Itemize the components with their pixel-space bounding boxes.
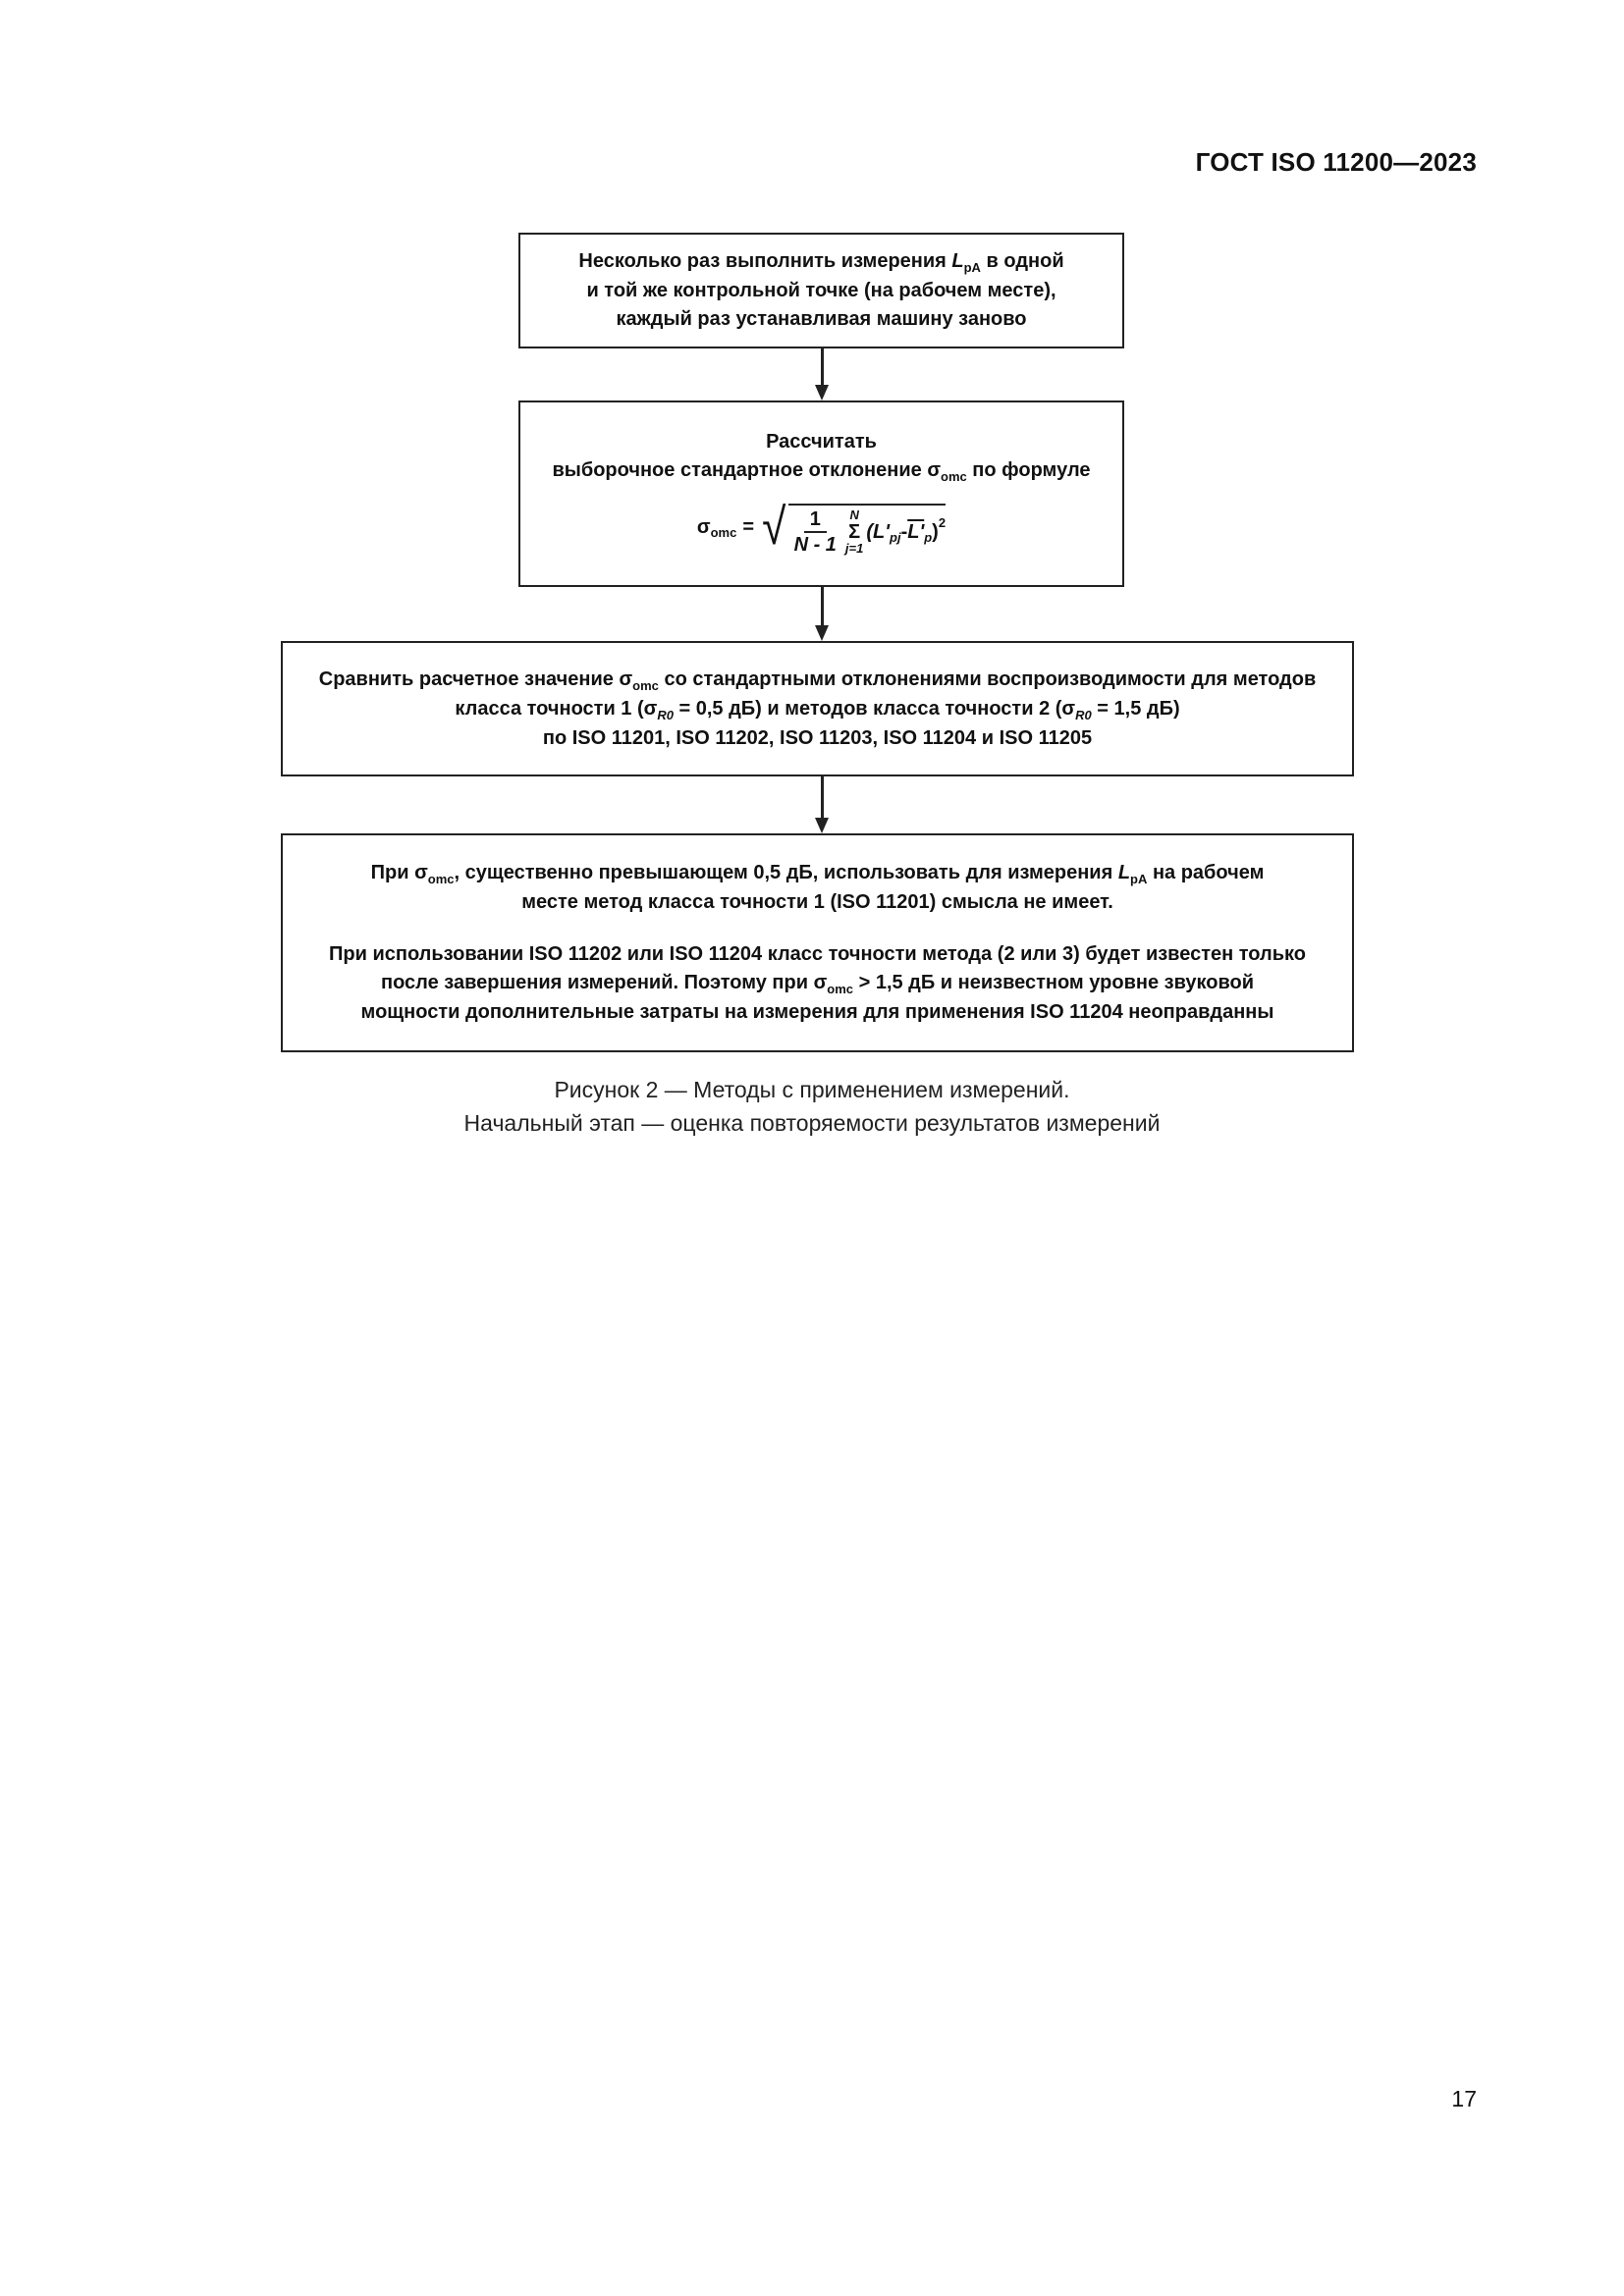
- page-number: 17: [1451, 2086, 1477, 2111]
- caption-line1: Рисунок 2 — Методы с применением измерений.: [554, 1077, 1070, 1102]
- flow-step-measure: [518, 233, 1124, 348]
- step3-line3: по ISO 11201, ISO 11202, ISO 11203, ISO 11204 и ISO 11205: [542, 726, 1093, 749]
- figure-caption: [0, 1073, 1624, 1140]
- formula-fraction: $\frac{1}{N - 1}$: [793, 508, 837, 556]
- step4-p2-line1: При использовании ISO 11202 или ISO 11204 класс точности метода (2 или 3) будет известен только: [329, 943, 1306, 965]
- arrow-down-icon: [815, 818, 829, 833]
- formula-sum: N Σ j=1: [844, 507, 864, 556]
- step4-p2-line2: после завершения измерений. Поэтому при $\sigma_{omc} > 1,5$ дБ и неизвестном уровне звуковой: [381, 972, 1254, 996]
- arrow-down-icon: [815, 385, 829, 400]
- formula-radicand: $\frac{1}{N - 1}$ N Σ j=1 (L' pj - L' p ) 2: [788, 504, 947, 557]
- step1-line3: каждый раз устанавливая машину заново: [616, 308, 1027, 330]
- step3-line1: Сравнить расчетное значение $\sigma_{omc}$ со стандартными отклонениями воспроизводимости для методов: [318, 667, 1317, 693]
- connector-line: [821, 348, 824, 385]
- std-deviation-formula: σ omc = √ $\frac{1}{N - 1}$ N Σ j=1 (L' pj - L' p ) 2: [696, 499, 947, 556]
- caption-line2: Начальный этап — оценка повторяемости результатов измерений: [463, 1110, 1161, 1136]
- square-root-icon: √: [762, 499, 786, 556]
- step4-p1-line2: месте метод класса точности 1 (ISO 11201) смысла не имеет.: [521, 891, 1113, 913]
- connector-line: [821, 587, 824, 625]
- step2-line1: Рассчитать: [766, 431, 877, 453]
- step1-line2: и той же контрольной точке (на рабочем месте),: [586, 280, 1056, 301]
- step4-p1-line1: При $\sigma_{omc}$, существенно превышающем 0,5 дБ, использовать для измерения $L_{pA}$ на рабочем: [370, 862, 1265, 886]
- flow-step-compare: [281, 641, 1354, 776]
- arrow-down-icon: [815, 625, 829, 641]
- connector-line: [821, 776, 824, 818]
- document-header: ГОСТ ISO 11200—2023: [1195, 147, 1477, 177]
- step1-line1: Несколько раз выполнить измерения $L_{pA}$ в одной: [578, 250, 1064, 275]
- flow-step-conclusion: [281, 833, 1354, 1052]
- step3-line2: класса точности 1 ($\sigma_{R0} = 0,5$ дБ) и методов класса точности 2 ($\sigma_{R0} = 1,5$ дБ): [455, 697, 1180, 722]
- flow-step-calculate: [518, 400, 1124, 587]
- step2-line2: выборочное стандартное отклонение $\sigma_{omc}$ по формуле: [552, 459, 1091, 484]
- step4-p2-line3: мощности дополнительные затраты на измерения для применения ISO 11204 неоправданны: [360, 1001, 1274, 1023]
